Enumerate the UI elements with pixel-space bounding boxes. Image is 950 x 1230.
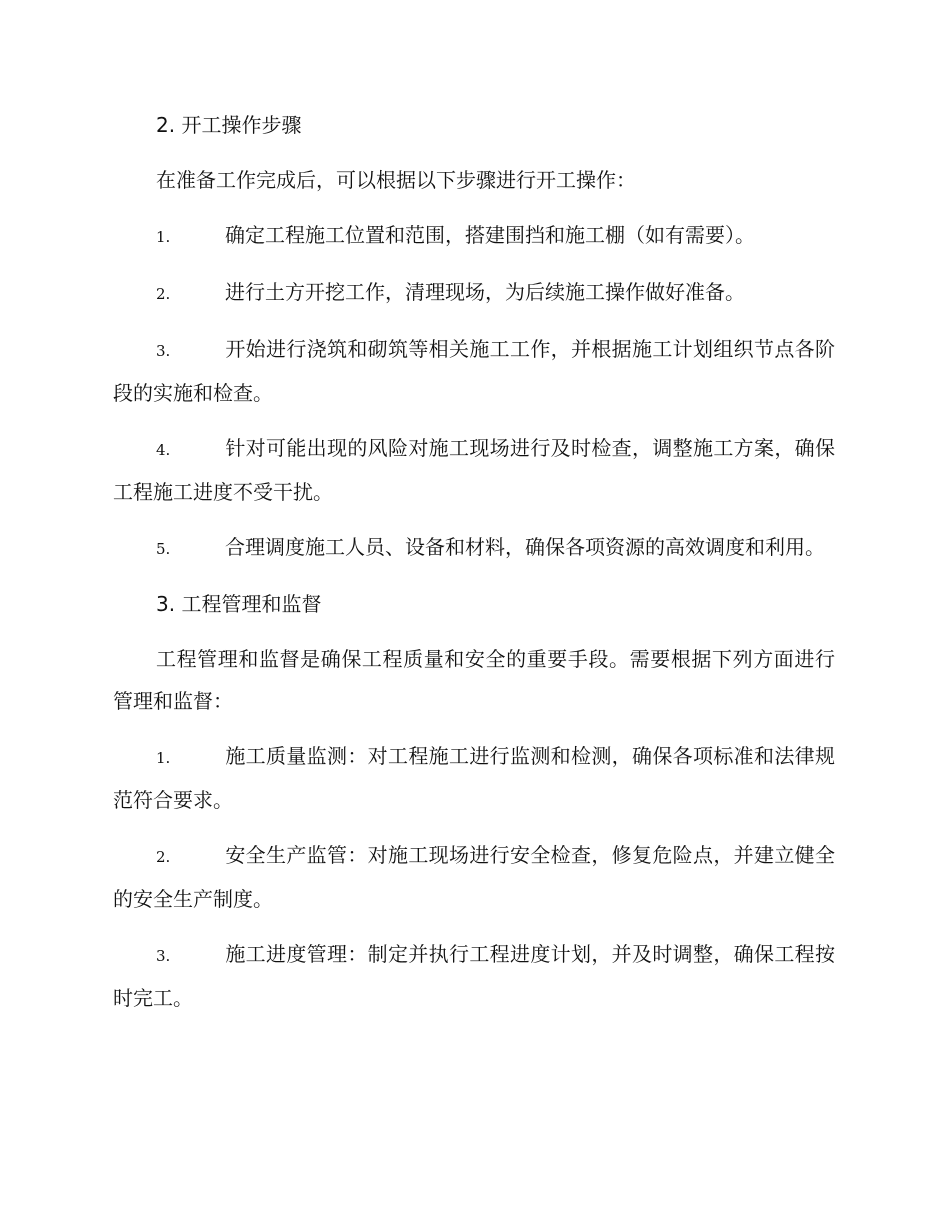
list-text: 确定工程施工位置和范围，搭建围挡和施工棚（如有需要）。 <box>225 223 755 247</box>
list-item <box>113 214 835 258</box>
list-number: 3. <box>156 947 171 965</box>
list-number: 2. <box>156 848 171 866</box>
list-text: 开始进行浇筑和砌筑等相关施工工作，并根据施工计划组织节点各阶段的实施和检查。 <box>113 337 835 405</box>
section-intro: 工程管理和监督是确保工程质量和安全的重要手段。需要根据下列方面进行管理和监督： <box>113 647 835 713</box>
list-item <box>113 328 835 414</box>
section-heading: 2. 开工操作步骤 <box>156 113 302 137</box>
list-number: 2. <box>156 285 171 303</box>
list-text: 施工质量监测：对工程施工进行监测和检测，确保各项标准和法律规范符合要求。 <box>113 744 835 812</box>
list-number: 4. <box>156 441 171 459</box>
list-item <box>113 427 835 513</box>
list-item <box>113 933 835 1019</box>
section-intro: 在准备工作完成后，可以根据以下步骤进行开工操作： <box>156 168 636 192</box>
list-text: 针对可能出现的风险对施工现场进行及时检查，调整施工方案，确保工程施工进度不受干扰。 <box>113 436 835 504</box>
list-text: 施工进度管理：制定并执行工程进度计划，并及时调整，确保工程按时完工。 <box>113 942 835 1010</box>
list-text: 进行土方开挖工作，清理现场，为后续施工操作做好准备。 <box>225 280 745 304</box>
list-item <box>113 735 835 821</box>
list-item <box>113 271 835 315</box>
list-number: 1. <box>156 749 171 767</box>
list-number: 5. <box>156 540 171 558</box>
list-item <box>113 526 835 570</box>
list-text: 合理调度施工人员、设备和材料，确保各项资源的高效调度和利用。 <box>225 535 825 559</box>
list-number: 3. <box>156 342 171 360</box>
list-item <box>113 834 835 920</box>
document-body <box>113 104 835 1032</box>
section-heading: 3. 工程管理和监督 <box>156 592 322 616</box>
list-text: 安全生产监管：对施工现场进行安全检查，修复危险点，并建立健全的安全生产制度。 <box>113 843 835 911</box>
list-number: 1. <box>156 228 171 246</box>
